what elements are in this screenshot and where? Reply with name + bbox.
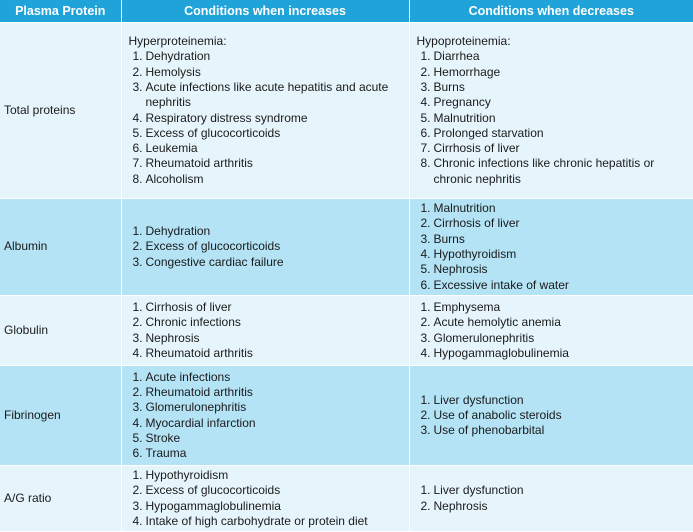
list-item: 4. Intake of high carbohydrate or protein diet xyxy=(132,513,368,528)
decreases-cell xyxy=(409,296,693,366)
increases-list xyxy=(129,300,405,361)
list-item: 1. Dehydration xyxy=(132,224,211,239)
list-item: 4. Respiratory distress syndrome xyxy=(132,110,308,125)
increases-list xyxy=(129,468,405,529)
table-row-albumin xyxy=(0,199,693,296)
table-row-total-proteins xyxy=(0,23,693,199)
list-item: 3. Burns xyxy=(420,79,465,94)
list-item: 2. Hemolysis xyxy=(132,64,201,79)
decreases-list xyxy=(417,201,690,293)
list-item: 3. Hypogammaglobulinemia xyxy=(132,498,281,513)
list-item: 1. Hypothyroidism xyxy=(132,467,229,482)
list-item: 2. Hemorrhage xyxy=(420,64,501,79)
header-conditions-increases: Conditions when increases xyxy=(121,0,409,23)
list-item: 2. Use of anabolic steroids xyxy=(420,407,562,422)
list-item: 5. Nephrosis xyxy=(420,262,488,277)
row-label: Globulin xyxy=(0,296,121,366)
decrease-heading: Hypoproteinemia: xyxy=(416,34,511,49)
list-item: 6. Trauma xyxy=(132,446,187,461)
table-row-ag-ratio xyxy=(0,466,693,532)
list-item: 4. Myocardial infarction xyxy=(132,415,256,430)
list-item: 3. Congestive cardiac failure xyxy=(132,254,284,269)
list-item: 3. Use of phenobarbital xyxy=(420,423,545,438)
list-item: 2. Chronic infections xyxy=(132,315,241,330)
list-item: 4. Pregnancy xyxy=(420,95,491,110)
list-item: 2. Excess of glucocorticoids xyxy=(132,483,281,498)
list-item: 5. Malnutrition xyxy=(420,110,496,125)
list-item: 2. Excess of glucocorticoids xyxy=(132,239,281,254)
decreases-list xyxy=(417,300,690,361)
list-item: 7. Cirrhosis of liver xyxy=(420,141,520,156)
list-item: 1. Cirrhosis of liver xyxy=(132,299,232,314)
list-item: 2. Acute hemolytic anemia xyxy=(420,315,561,330)
decreases-list xyxy=(417,483,690,514)
increases-cell xyxy=(121,466,409,532)
list-item: 4. Hypogammaglobulinemia xyxy=(420,345,569,360)
list-item: 2. Rheumatoid arthritis xyxy=(132,384,253,399)
table-row-globulin xyxy=(0,296,693,366)
table-header-row xyxy=(0,0,693,23)
list-item: 3. Burns xyxy=(420,231,465,246)
list-item: 6. Prolonged starvation xyxy=(420,125,544,140)
decreases-list xyxy=(417,49,690,187)
list-item: 8. Alcoholism xyxy=(132,171,204,186)
list-item: 1. Liver dysfunction xyxy=(420,483,524,498)
list-item: 1. Dehydration xyxy=(132,49,211,64)
list-item: 3. Acute infections like acute hepatitis and acute nephritis xyxy=(132,79,389,110)
row-label: Fibrinogen xyxy=(0,366,121,466)
list-item: 3. Glomerulonephritis xyxy=(420,330,535,345)
header-plasma-protein: Plasma Protein xyxy=(0,0,121,23)
decreases-list xyxy=(417,393,690,439)
increases-list xyxy=(129,224,405,270)
row-label: Albumin xyxy=(0,199,121,296)
list-item: 5. Excess of glucocorticoids xyxy=(132,125,281,140)
increases-cell xyxy=(121,366,409,466)
decreases-cell xyxy=(409,466,693,532)
list-item: 1. Liver dysfunction xyxy=(420,392,524,407)
list-item: 6. Leukemia xyxy=(132,141,198,156)
list-item: 2. Nephrosis xyxy=(420,498,488,513)
increases-cell xyxy=(121,23,409,199)
list-item: 1. Emphysema xyxy=(420,299,501,314)
decreases-cell xyxy=(409,366,693,466)
row-label: A/G ratio xyxy=(0,466,121,532)
decreases-cell xyxy=(409,23,693,199)
list-item: 4. Hypothyroidism xyxy=(420,247,517,261)
list-item: 3. Nephrosis xyxy=(132,330,200,345)
increases-cell xyxy=(121,296,409,366)
increases-list xyxy=(129,370,405,462)
list-item: 7. Rheumatoid arthritis xyxy=(132,156,253,171)
list-item: 6. Excessive intake of water xyxy=(420,277,569,292)
list-item: 1. Acute infections xyxy=(132,369,231,384)
list-item: 8. Chronic infections like chronic hepatitis or chronic nephritis xyxy=(420,156,655,186)
list-item: 1. Malnutrition xyxy=(420,201,496,216)
list-item: 1. Diarrhea xyxy=(420,49,480,64)
increases-list xyxy=(129,49,405,187)
decreases-cell xyxy=(409,199,693,296)
header-conditions-decreases: Conditions when decreases xyxy=(409,0,693,23)
list-item: 2. Cirrhosis of liver xyxy=(420,216,520,231)
list-item: 5. Stroke xyxy=(132,430,181,445)
increase-heading: Hyperproteinemia: xyxy=(128,34,227,49)
list-item: 3. Glomerulonephritis xyxy=(132,400,247,415)
list-item: 4. Rheumatoid arthritis xyxy=(132,345,253,360)
table-row-fibrinogen xyxy=(0,366,693,466)
increases-cell xyxy=(121,199,409,296)
row-label: Total proteins xyxy=(0,23,121,199)
